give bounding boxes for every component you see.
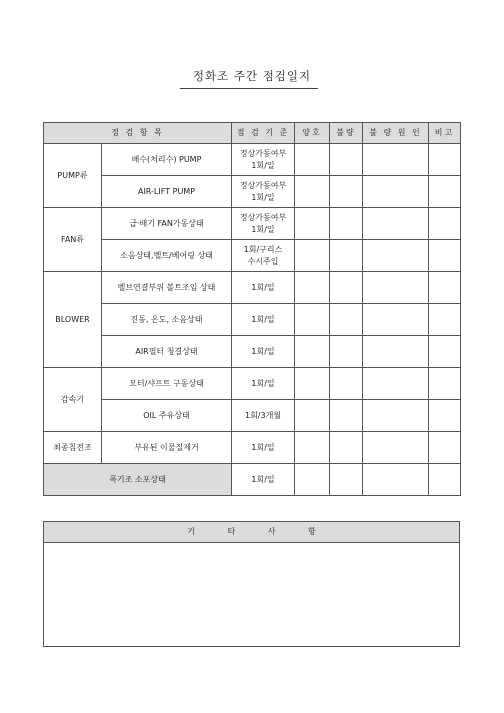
group-label: FAN류 [44, 208, 102, 272]
cell-good[interactable] [295, 400, 330, 432]
cell-bad[interactable] [330, 144, 363, 176]
cell-good[interactable] [295, 144, 330, 176]
row-item: 소음상태,벨트/베어링 상태 [102, 240, 232, 272]
table-row [44, 368, 461, 400]
row-item: 모터/샤프트 구동상태 [102, 368, 232, 400]
row-item: 진동, 온도, 소음상태 [102, 304, 232, 336]
cell-good[interactable] [295, 176, 330, 208]
row-item: AIR필터 청결상태 [102, 336, 232, 368]
inspection-table [43, 122, 461, 496]
cell-remark[interactable] [429, 240, 461, 272]
cell-good[interactable] [295, 432, 330, 464]
table-row [44, 240, 461, 272]
cell-cause[interactable] [363, 272, 429, 304]
cell-cause[interactable] [363, 432, 429, 464]
cell-remark[interactable] [429, 400, 461, 432]
group-label: 최종침전조 [44, 432, 102, 464]
cell-cause[interactable] [363, 400, 429, 432]
table-row [44, 432, 461, 464]
row-item: 급·배기 FAN가동상태 [102, 208, 232, 240]
row-standard: 1회/일 [232, 432, 295, 464]
notes-area[interactable] [44, 543, 459, 646]
row-standard: 정상가동여부 1회/일 [232, 144, 295, 176]
group-label: PUMP류 [44, 144, 102, 208]
row-item: 배수(처리수) PUMP [102, 144, 232, 176]
cell-cause[interactable] [363, 464, 429, 496]
row-standard: 정상가동여부 1회/일 [232, 208, 295, 240]
cell-bad[interactable] [330, 272, 363, 304]
table-row [44, 400, 461, 432]
row-item: OIL 주유상태 [102, 400, 232, 432]
cell-remark[interactable] [429, 272, 461, 304]
table-row [44, 304, 461, 336]
cell-good[interactable] [295, 464, 330, 496]
row-standard: 1회/일 [232, 336, 295, 368]
group-label: 감속기 [44, 368, 102, 432]
cell-remark[interactable] [429, 144, 461, 176]
cell-remark[interactable] [429, 208, 461, 240]
row-item: 벨브연결부위 볼트조임 상태 [102, 272, 232, 304]
cell-cause[interactable] [363, 144, 429, 176]
row-item: AIR-LIFT PUMP [102, 176, 232, 208]
cell-remark[interactable] [429, 368, 461, 400]
cell-cause[interactable] [363, 304, 429, 336]
notes-box [43, 521, 460, 647]
cell-bad[interactable] [330, 336, 363, 368]
cell-remark[interactable] [429, 336, 461, 368]
header-standard: 점 검 기 준 [232, 123, 295, 144]
cell-bad[interactable] [330, 208, 363, 240]
cell-good[interactable] [295, 272, 330, 304]
cell-bad[interactable] [330, 432, 363, 464]
table-row [44, 272, 461, 304]
header-remark: 비고 [429, 123, 461, 144]
cell-cause[interactable] [363, 336, 429, 368]
notes-header: 기 타 사 항 [44, 522, 459, 543]
table-row [44, 176, 461, 208]
table-row [44, 208, 461, 240]
cell-bad[interactable] [330, 304, 363, 336]
row-item: 부유된 이물질제거 [102, 432, 232, 464]
table-row [44, 464, 461, 496]
cell-good[interactable] [295, 208, 330, 240]
page-title: 정화조 주간 점검일지 [192, 69, 312, 83]
cell-good[interactable] [295, 336, 330, 368]
cell-good[interactable] [295, 304, 330, 336]
header-cause: 불 량 원 인 [363, 123, 429, 144]
header-bad: 불량 [330, 123, 363, 144]
cell-bad[interactable] [330, 176, 363, 208]
row-standard: 정상가동여부 1회/일 [232, 176, 295, 208]
row-item: 폭기조 소포상태 [44, 464, 232, 496]
row-standard: 1회/구리스 수시주입 [232, 240, 295, 272]
table-header-row [44, 123, 461, 144]
group-label: BLOWER [44, 272, 102, 368]
table-row [44, 144, 461, 176]
header-item: 점 검 항 목 [44, 123, 232, 144]
cell-cause[interactable] [363, 176, 429, 208]
header-good: 양호 [295, 123, 330, 144]
row-standard: 1회/3개월 [232, 400, 295, 432]
cell-good[interactable] [295, 368, 330, 400]
cell-bad[interactable] [330, 464, 363, 496]
row-standard: 1회/일 [232, 272, 295, 304]
cell-remark[interactable] [429, 464, 461, 496]
cell-bad[interactable] [330, 240, 363, 272]
cell-good[interactable] [295, 240, 330, 272]
table-row [44, 336, 461, 368]
cell-bad[interactable] [330, 400, 363, 432]
cell-remark[interactable] [429, 432, 461, 464]
row-standard: 1회/일 [232, 368, 295, 400]
cell-cause[interactable] [363, 368, 429, 400]
cell-remark[interactable] [429, 304, 461, 336]
row-standard: 1회/일 [232, 304, 295, 336]
row-standard: 1회/일 [232, 464, 295, 496]
cell-cause[interactable] [363, 240, 429, 272]
title-underline [180, 88, 318, 89]
cell-bad[interactable] [330, 368, 363, 400]
cell-remark[interactable] [429, 176, 461, 208]
cell-cause[interactable] [363, 208, 429, 240]
